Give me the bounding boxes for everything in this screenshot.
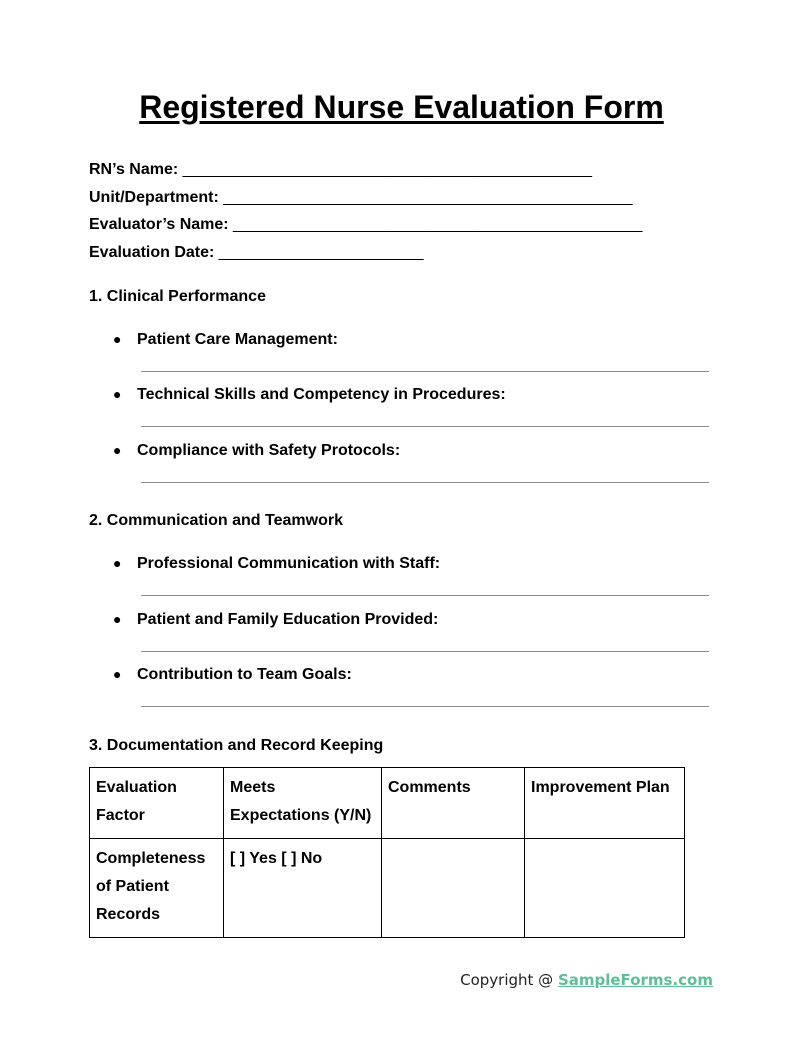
section-heading-clinical-performance: 1. Clinical Performance xyxy=(89,288,266,305)
cell-meets-expectations[interactable]: [ ] Yes [ ] No xyxy=(224,839,382,938)
bullet-icon: ● xyxy=(113,331,122,347)
section-heading-documentation: 3. Documentation and Record Keeping xyxy=(89,737,384,754)
item-label: Contribution to Team Goals: xyxy=(137,666,352,683)
item-label: Professional Communication with Staff: xyxy=(137,555,441,572)
answer-line[interactable] xyxy=(141,482,709,483)
evaluator-name-blank[interactable]: ______________________________________________ xyxy=(228,216,643,233)
item-label: Patient and Family Education Provided: xyxy=(137,611,439,628)
header-comments: Comments xyxy=(382,768,525,839)
bullet-icon: ● xyxy=(113,442,122,458)
rn-name-blank[interactable]: ______________________________________________ xyxy=(178,161,592,178)
list-item-team-goals xyxy=(113,666,352,684)
list-item-patient-family-education xyxy=(113,611,438,629)
copyright-text: Copyright @ xyxy=(460,971,558,989)
page-title: Registered Nurse Evaluation Form xyxy=(139,89,664,125)
evaluation-date-field[interactable] xyxy=(89,244,423,262)
item-label: Technical Skills and Competency in Procedures: xyxy=(137,386,506,403)
cell-comments[interactable] xyxy=(382,839,525,938)
table-row xyxy=(90,839,685,938)
list-item-professional-communication xyxy=(113,555,440,573)
unit-department-blank[interactable]: ______________________________________________ xyxy=(218,189,633,206)
evaluator-name-label: Evaluator’s Name: xyxy=(89,216,229,233)
item-label: Compliance with Safety Protocols: xyxy=(137,442,401,459)
copyright-footer xyxy=(460,971,713,989)
header-evaluation-factor: Evaluation Factor xyxy=(90,768,224,839)
header-improvement-plan: Improvement Plan xyxy=(525,768,685,839)
bullet-icon: ● xyxy=(113,555,122,571)
answer-line[interactable] xyxy=(141,651,709,652)
bullet-icon: ● xyxy=(113,386,122,402)
unit-department-label: Unit/Department: xyxy=(89,189,219,206)
header-meets-expectations: Meets Expectations (Y/N) xyxy=(224,768,382,839)
evaluator-name-field[interactable] xyxy=(89,216,642,234)
answer-line[interactable] xyxy=(141,426,709,427)
list-item-safety-protocols xyxy=(113,442,400,460)
cell-improvement-plan[interactable] xyxy=(525,839,685,938)
answer-line[interactable] xyxy=(141,371,709,372)
evaluation-date-label: Evaluation Date: xyxy=(89,244,215,261)
section-heading-communication-teamwork: 2. Communication and Teamwork xyxy=(89,512,343,529)
rn-name-field[interactable] xyxy=(89,161,592,179)
documentation-table xyxy=(89,767,685,938)
bullet-icon: ● xyxy=(113,611,122,627)
cell-evaluation-factor: Completeness of Patient Records xyxy=(90,839,224,938)
rn-name-label: RN’s Name: xyxy=(89,161,179,178)
list-item-technical-skills xyxy=(113,386,506,404)
sampleforms-link[interactable]: SampleForms.com xyxy=(557,971,713,989)
answer-line[interactable] xyxy=(141,595,709,596)
answer-line[interactable] xyxy=(141,706,709,707)
unit-department-field[interactable] xyxy=(89,189,633,207)
item-label: Patient Care Management: xyxy=(137,331,338,348)
list-item-patient-care-management xyxy=(113,331,338,349)
table-header-row xyxy=(90,768,685,839)
bullet-icon: ● xyxy=(113,666,122,682)
evaluation-date-blank[interactable]: _______________________ xyxy=(214,244,424,261)
